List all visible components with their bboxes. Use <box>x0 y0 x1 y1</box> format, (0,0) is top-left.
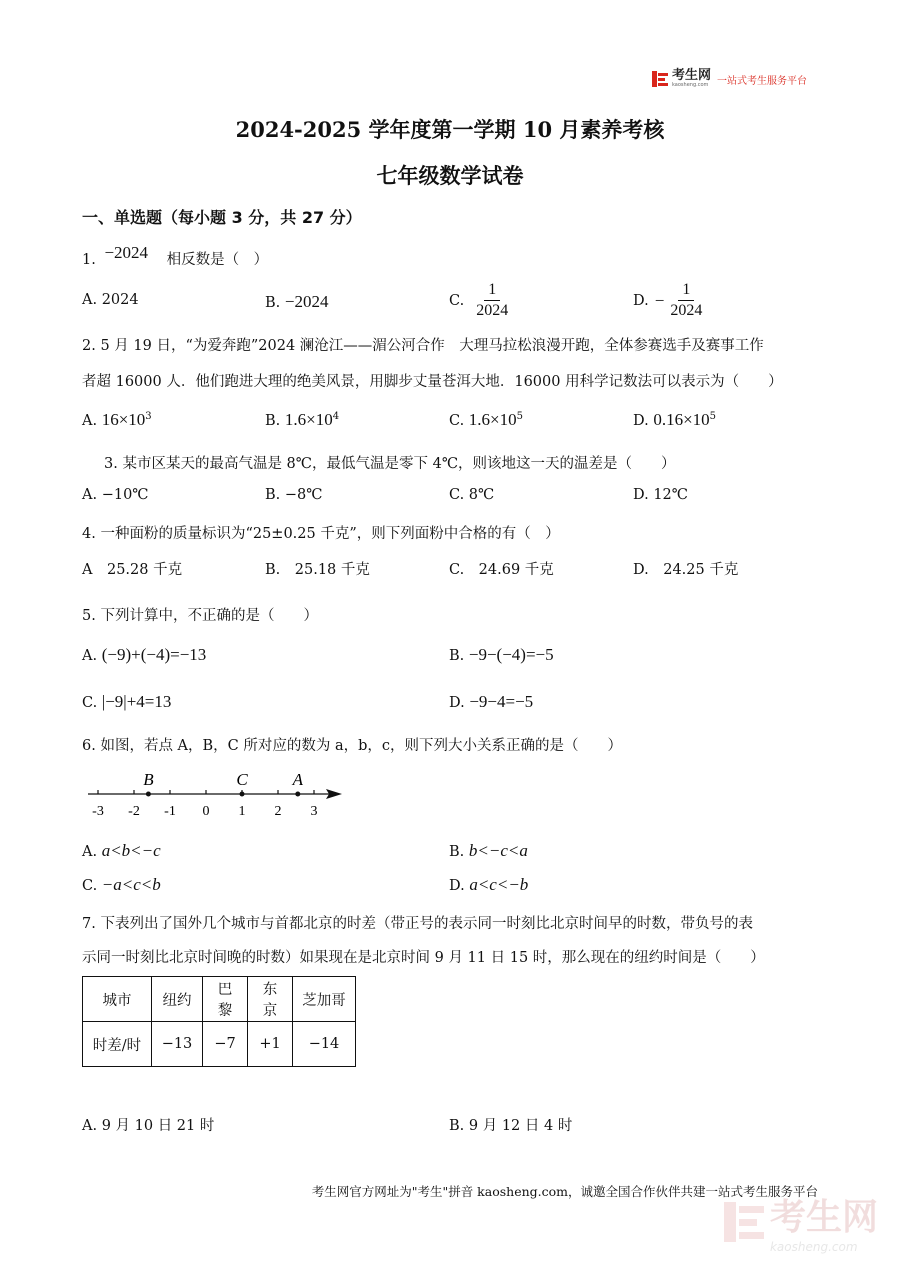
exam-title: 2024-2025 学年度第一学期 10 月素养考核 <box>235 117 665 142</box>
q4-option-c: C. 24.69 千克 <box>449 562 554 578</box>
q6-option-d: D. a<c<−b <box>449 875 529 894</box>
q3-option-a: A. −10℃ <box>82 487 149 503</box>
number-line-point-a <box>295 792 300 797</box>
question-1: 1. −2024 相反数是（ ） <box>82 243 269 268</box>
table-cell: 城市 <box>83 977 152 1022</box>
q4-option-d: D. 24.25 千克 <box>633 562 739 578</box>
number-line-point-label: C <box>236 770 248 789</box>
section-heading: 一、单选题（每小题 3 分，共 27 分） <box>82 208 362 227</box>
q5-option-b: B. −9−(−4)=−5 <box>449 645 554 664</box>
logo-icon <box>652 71 668 87</box>
question-7-line2: 示同一时刻比北京时间晚的时数）如果现在是北京时间 9 月 11 日 15 时，那么现在的纽约时间是（ ） <box>82 950 765 966</box>
number-line-tick-label: -1 <box>164 804 176 819</box>
number-line-tick-label: -2 <box>128 804 140 819</box>
table-row <box>83 1022 356 1067</box>
number-line-tick-label: 2 <box>274 804 282 819</box>
table-cell: 东京 <box>248 977 293 1022</box>
table-cell: −13 <box>152 1022 203 1067</box>
q6-option-c: C. −a<c<b <box>82 875 161 894</box>
exam-subtitle: 七年级数学试卷 <box>376 163 524 188</box>
q2-option-d: D. $0.16\times 10^5$ <box>633 410 717 429</box>
number-line-point-label: A <box>292 770 303 789</box>
q1-option-b: B. −2024 <box>265 292 329 311</box>
q7-option-b: B. 9 月 12 日 4 时 <box>449 1118 573 1134</box>
number-line-figure <box>80 764 350 824</box>
time-difference-table <box>82 976 356 1067</box>
question-3: 3. 某市区某天的最高气温是 8℃，最低气温是零下 4℃，则该地这一天的温差是（ ） <box>104 456 676 472</box>
question-2-line2: 者超 16000 人．他们跑进大理的绝美风景，用脚步丈量苍洱大地．16000 用科学记数法可以表示为（ ） <box>82 374 783 390</box>
q5-option-d: D. −9−4=−5 <box>449 692 534 711</box>
table-cell: −14 <box>293 1022 356 1067</box>
question-2-line1: 2. 5 月 19 日，“为爱奔跑”2024 澜沧江——湄公河合作 大理马拉松浪漫开跑，全体参赛选手及赛事工作 <box>82 338 764 354</box>
question-4: 4. 一种面粉的质量标识为“25±0.25 千克”，则下列面粉中合格的有（ ） <box>82 526 560 542</box>
number-line-point-b <box>146 792 151 797</box>
q2-option-a: A. $16\times 10^3$ <box>82 410 152 429</box>
q6-option-b: B. b<−c<a <box>449 841 528 860</box>
watermark <box>724 1189 878 1254</box>
number-line-tick-label: 3 <box>310 804 318 819</box>
logo-slogan: 一站式考生服务平台 <box>717 75 808 87</box>
q6-option-a: A. a<b<−c <box>82 841 161 860</box>
number-line-tick-label: -3 <box>92 804 104 819</box>
table-cell: −7 <box>203 1022 248 1067</box>
header-logo <box>652 70 807 88</box>
watermark-logo-icon <box>724 1202 764 1242</box>
table-cell: 巴黎 <box>203 977 248 1022</box>
question-7-line1: 7. 下表列出了国外几个城市与首都北京的时差（带正号的表示同一时刻比北京时间早的时数，带负号的表 <box>82 916 753 932</box>
q1-option-a: A. 2024 <box>82 292 139 308</box>
table-cell: 纽约 <box>152 977 203 1022</box>
watermark-name: 考生网 <box>769 1197 878 1238</box>
table-cell: +1 <box>248 1022 293 1067</box>
question-5: 5. 下列计算中，不正确的是（ ） <box>82 608 318 624</box>
q4-option-a: A 25.28 千克 <box>82 562 183 578</box>
q7-option-a: A. 9 月 10 日 21 时 <box>82 1118 215 1134</box>
q1-option-d: D. − $\frac{1}{2024}$ <box>633 281 703 319</box>
q4-option-b: B. 25.18 千克 <box>265 562 370 578</box>
number-line-point-label: B <box>143 770 154 789</box>
footer-note: 考生网官方网址为"考生"拼音 kaosheng.com，诚邀全国合作伙伴共建一站式考生服务平台 <box>311 1184 818 1199</box>
q2-option-c: C. $1.6\times 10^5$ <box>449 410 524 429</box>
logo-name: 考生网 <box>672 68 712 83</box>
question-6: 6. 如图，若点 A，B，C 所对应的数为 a，b，c，则下列大小关系正确的是（ ） <box>82 738 623 754</box>
number-line-tick-label: 1 <box>238 804 246 819</box>
logo-domain: kaosheng.com <box>672 82 709 88</box>
table-cell: 时差/时 <box>83 1022 152 1067</box>
number-line-points <box>143 770 303 797</box>
q5-option-a: A. (−9)+(−4)=−13 <box>82 645 207 664</box>
q5-option-c: C. |−9|+4=13 <box>82 692 172 711</box>
q3-option-b: B. −8℃ <box>265 487 323 503</box>
q1-option-c: C. $\frac{1}{2024}$ <box>449 281 509 319</box>
number-line-tick-label: 0 <box>202 804 210 819</box>
watermark-domain: kaosheng.com <box>769 1240 858 1254</box>
q3-option-d: D. 12℃ <box>633 487 688 503</box>
table-row <box>83 977 356 1022</box>
table-cell: 芝加哥 <box>293 977 356 1022</box>
q2-option-b: B. $1.6\times 10^4$ <box>265 410 340 429</box>
number-line-point-c <box>240 792 245 797</box>
q3-option-c: C. 8℃ <box>449 487 495 503</box>
